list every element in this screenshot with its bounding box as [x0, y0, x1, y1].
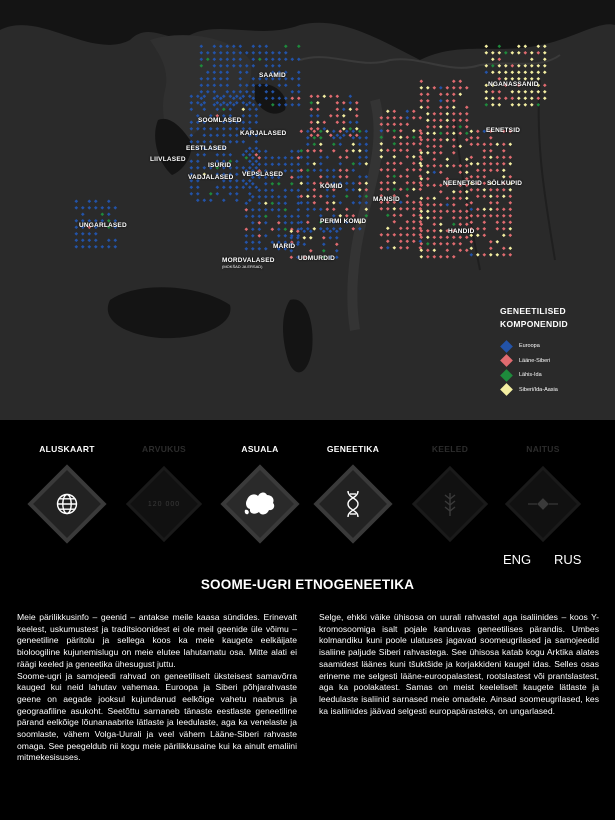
map-label-vepslased[interactable]: VEPSLASED: [242, 171, 284, 178]
legend: [500, 305, 610, 397]
nav-button-asuala[interactable]: [226, 470, 294, 538]
nav-button-arvukus[interactable]: [130, 470, 198, 538]
nav-label-naitus[interactable]: NAITUS: [526, 444, 560, 454]
legend-swatch: [500, 354, 513, 367]
map-label-karjalased[interactable]: KARJALASED: [240, 130, 287, 137]
nav-button-aluskaart[interactable]: [33, 470, 101, 538]
nav-label-aluskaart[interactable]: ALUSKAART: [39, 444, 95, 454]
map-label-handid[interactable]: HANDID: [448, 228, 475, 235]
nav-label-keeled[interactable]: KEELED: [431, 444, 469, 454]
body-column-left: [17, 612, 297, 764]
map-label-liivlased[interactable]: LIIVLASED: [150, 156, 186, 163]
tree-icon: [416, 470, 484, 538]
genetic-dot: [497, 44, 501, 48]
map-label-saamid[interactable]: SAAMID: [259, 72, 286, 79]
legend-swatch: [500, 369, 513, 382]
genetic-dot: [517, 44, 521, 48]
legend-item-lahis-ida: Lähis-Ida: [500, 368, 610, 383]
map-label-permikomid[interactable]: PERMI KOMID: [320, 218, 367, 225]
map-label-komid[interactable]: KOMID: [320, 183, 343, 190]
map-label-neenetsid[interactable]: NEENETSID: [443, 180, 483, 187]
map-label-marid[interactable]: MARID: [273, 243, 296, 250]
map-label-soomlased[interactable]: SOOMLASED: [198, 117, 242, 124]
map-label-isurid[interactable]: ISURID: [208, 162, 232, 169]
genetic-dot: [484, 44, 488, 48]
map-label-vadjalased[interactable]: VADJALASED: [188, 174, 234, 181]
arvukus-value: 120 000: [147, 500, 181, 508]
mordvalased-name: MORDVALASED: [222, 257, 275, 264]
nav-label-asuala[interactable]: ASUALA: [241, 444, 279, 454]
page-title: SOOME-UGRI ETNOGENEETIKA: [200, 577, 415, 592]
region-icon: [226, 470, 294, 538]
legend-item-siberi-ida-aasia: Siberi/Ida-Aasia: [500, 383, 610, 398]
language-rus[interactable]: RUS: [554, 552, 582, 567]
paragraph: Soome-ugri ja samojeedi rahvad on geneetiliselt üksteisest samavõrra kauged kui neid lahutav vahemaa. Euroopa ja Siberi põhjarahvaste geene on aegade jooksul kujundanud eelkõige vahetu naabrus ja geograafiline asukoht. Seetõttu sarnaneb tänaste eestlaste geneetiline pärand eelkõige lõunanaabrite lätlaste ja leedulaste, aga ka venelaste ja soomlaste, vähem Volga-Uurali ja veel vähem Lääne-Siberi rahvaste omaga. See peegeldub nii kogu meie pärilikkusaine kui ka ainult emaliini mitmekesisuses.: [17, 670, 297, 763]
nav-button-geneetika[interactable]: [319, 470, 387, 538]
legend-item-laane-siberi: Lääne-Siberi: [500, 354, 610, 369]
map-label-eenetsid[interactable]: EENETSID: [486, 127, 521, 134]
paragraph: Meie pärilikkusinfo – geenid – antakse meile kaasa sündides. Erinevalt keelest, uskumustest ja traditsioonidest ei ole meil geenide üle võimu – geneetiline päritolu ja sellega koos ka meie kaugete eelkäijate bioloogiline kujunemislugu on meie elutee lahutamatu osa. Mitte alati ei räägi keeled ja geneetika ühesugust juttu.: [17, 612, 297, 669]
map-label-mordvalased[interactable]: [222, 257, 275, 269]
legend-swatch: [500, 383, 513, 396]
map-label-mansid[interactable]: MANSID: [373, 196, 400, 203]
body-column-right: [319, 612, 599, 717]
map-label-nganassanid[interactable]: NGANASSANID: [488, 81, 539, 88]
nav-label-geneetika[interactable]: GENEETIKA: [326, 444, 380, 454]
mordvalased-subtitle: (MOKŠAD JA ERSAD): [222, 264, 263, 269]
paragraph: Selge, ehkki väike ühisosa on uurali rahvastel aga isaliinides – koos Y-kromosoomiga isalt pojale kanduvas geneetilises pärandis. Umbes kolmandiku kuni poole ulatuses jagavad soomeugrilased ja samojeedid isaliine paljude Siberi rahvastega. See ühisosa katab kogu Arktika alates saamidest läänes kuni tšuktšide ja korjakkideni kaugel idas. Selles osas erineme me selgesti lääne-euroopalastest, rootslastest või prantslastest, aga ka poolakatest. Samas on meist keeleliselt kaugete lätlaste ja leedulaste isaliinid sarnased meie omadele. Ainsad soomeugrilased, kes ka isaliinides jäävad selgesti europapärasteks, on ungarlased.: [319, 612, 599, 716]
legend-item-euroopa: Euroopa: [500, 339, 610, 354]
map-label-eestlased[interactable]: EESTLASED: [186, 145, 227, 152]
nav-label-arvukus[interactable]: ARVUKUS: [142, 444, 186, 454]
map-label-ungarlased[interactable]: UNGARLASED: [79, 222, 127, 229]
marriage-icon: [509, 470, 577, 538]
map-label-udmurdid[interactable]: UDMURDID: [298, 255, 335, 262]
nav-button-keeled[interactable]: [416, 470, 484, 538]
dna-icon: [319, 470, 387, 538]
legend-swatch: [500, 340, 513, 353]
map-label-solkupid[interactable]: SÖLKUPID: [487, 180, 523, 187]
language-eng[interactable]: ENG: [503, 552, 532, 567]
legend-title: GENEETILISED KOMPONENDID: [500, 306, 568, 329]
globe-icon: [33, 470, 101, 538]
nav-button-naitus[interactable]: [509, 470, 577, 538]
